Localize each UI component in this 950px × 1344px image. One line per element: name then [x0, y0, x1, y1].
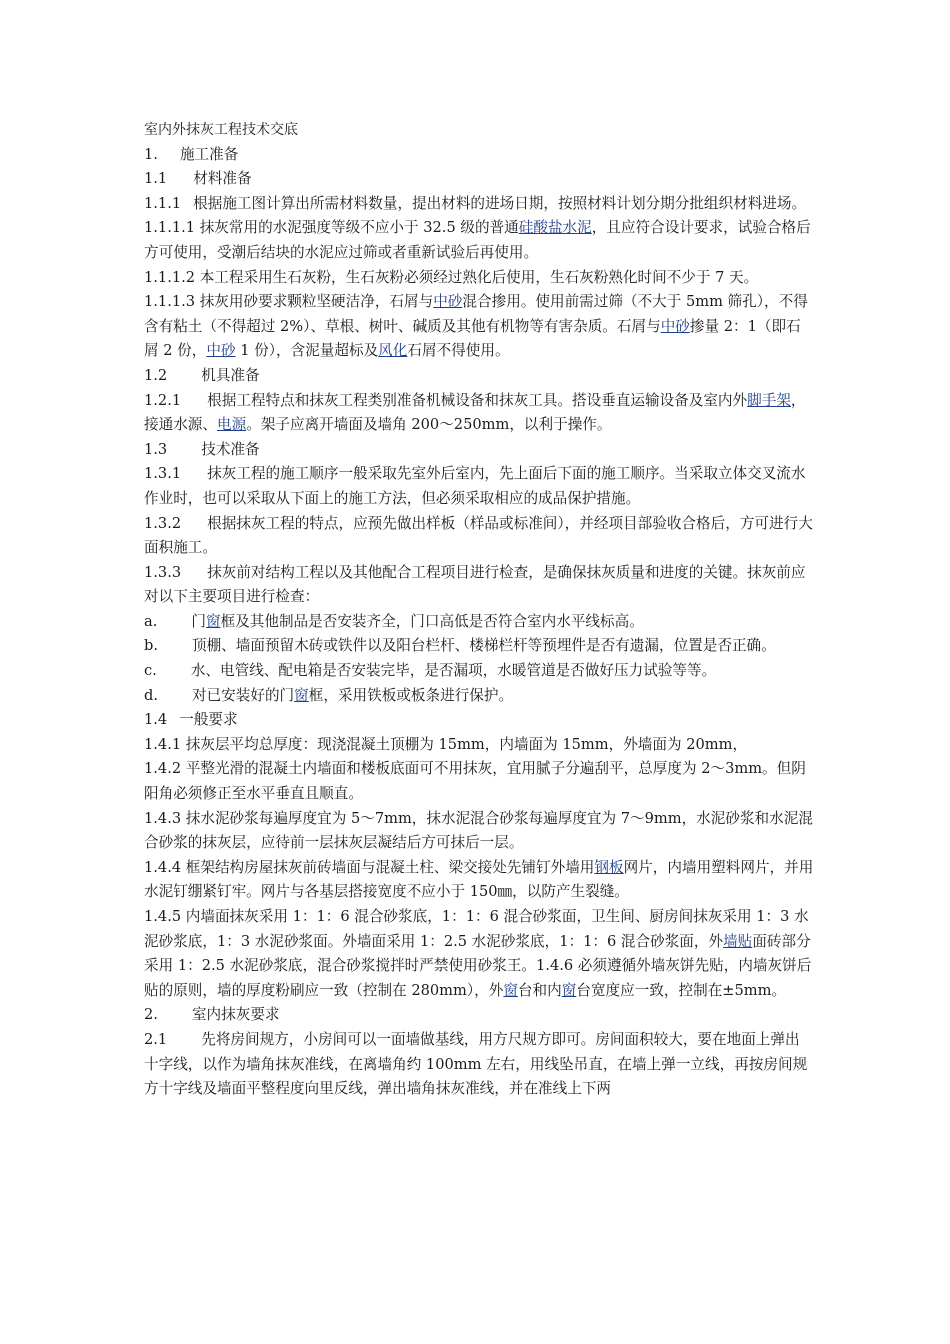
paragraph-1-4-5: 1.4.5 内墙面抹灰采用 1：1：6 混合砂浆底，1：1：6 混合砂浆面，卫生间、厨房间抹灰采用 1：3 水泥砂浆底，1：3 水泥砂浆面。外墙面采用 1：2.5 水泥砂浆底，1：1：6 混合砂浆面，外墙贴面砖部分采用 1：2.5 水泥砂浆底，混合砂浆搅拌时严禁使用砂浆王。1.4.6 必须遵循外墙灰饼先贴，内墙灰饼后贴的原则，墙的厚度粉刷应一致（控制在 280mm），外窗台和内窗台宽度应一致，控制在±5mm。: [144, 908, 812, 999]
link-window[interactable]: 窗: [294, 686, 309, 704]
link-window[interactable]: 窗: [205, 612, 221, 630]
section-1-3-heading: 1.3 技术准备: [144, 440, 260, 458]
list-item-c: c. 水、电管线、配电箱是否安装完毕，是否漏项，水暖管道是否做好压力试验等等。: [144, 662, 717, 680]
link-window[interactable]: 窗: [561, 981, 577, 999]
paragraph-1-3-1: 1.3.1 抹灰工程的施工顺序一般采取先室外后室内，先上面后下面的施工顺序。当采取立体交叉流水作业时，也可以采取从下面上的施工方法，但必须采取相应的成品保护措施。: [144, 465, 806, 507]
link-scaffold[interactable]: 脚手架: [747, 391, 791, 409]
link-portland-cement[interactable]: 硅酸盐水泥: [518, 219, 592, 237]
paragraph-1-4-1: 1.4.1 抹灰层平均总厚度：现浇混凝土顶棚为 15mm，内墙面为 15mm，外墙面为 20mm，: [144, 735, 748, 753]
paragraph-1-1-1: 1.1.1 根据施工图计算出所需材料数量，提出材料的进场日期，按照材料计划分期分批组织材料进场。: [144, 194, 807, 212]
link-window[interactable]: 窗: [503, 981, 518, 999]
link-wall-tile[interactable]: 墙贴: [723, 932, 753, 950]
link-steel-plate[interactable]: 钢板: [594, 858, 624, 876]
paragraph-1-3-2: 1.3.2 根据抹灰工程的特点，应预先做出样板（样品或标准间），并经项目部验收合格后，方可进行大面积施工。: [144, 514, 813, 557]
document-title: 室内外抹灰工程技术交底: [144, 122, 298, 138]
paragraph-2-1: 2.1 先将房间规方，小房间可以一面墙做基线，用方尺规方即可。房间面积较大，要在地面上弹出十字线，以作为墙角抹灰准线，在离墙角约 100mm 左右，用线坠吊直，在墙上弹一立线，再按房间规方十字线及墙面平整程度向里反线，弹出墙角抹灰准线，并在准线上下两: [144, 1030, 808, 1098]
paragraph-1-1-1-2: 1.1.1.2 本工程采用生石灰粉，生石灰粉必须经过熟化后使用，生石灰粉熟化时间不少于 7 天。: [144, 268, 759, 286]
paragraph-1-1-1-3: 1.1.1.3 抹灰用砂要求颗粒坚硬洁净，石屑与中砂混合掺用。使用前需过筛（不大于 5mm 筛孔），不得含有粘土（不得超过 2%）、草根、树叶、碱质及其他有机物等有害杂质。石屑与中砂掺量 2：1（即石屑 2 份，中砂 1 份），含泥量超标及风化石屑不得使用。: [144, 293, 808, 360]
section-1-1-heading: 1.1 材料准备: [144, 170, 252, 188]
section-1-heading: 1. 施工准备: [144, 145, 239, 163]
paragraph-1-2-1: 1.2.1 根据工程特点和抹灰工程类别准备机械设备和抹灰工具。搭设垂直运输设备及室内外脚手架，接通水源、电源。架子应离开墙面及墙角 200～250mm，以利于操作。: [144, 391, 806, 434]
paragraph-1-1-1-1: 1.1.1.1 抹灰常用的水泥强度等级不应小于 32.5 级的普通硅酸盐水泥，且应符合设计要求，试验合格后方可使用，受潮后结块的水泥应过筛或者重新试验后再使用。: [144, 219, 811, 261]
list-item-b: b. 顶棚、墙面预留木砖或铁件以及阳台栏杆、楼梯栏杆等预埋件是否有遗漏，位置是否正确。: [144, 637, 776, 655]
paragraph-1-4-4: 1.4.4 框架结构房屋抹灰前砖墙面与混凝土柱、梁交接处先铺钉外墙用钢板网片，内墙用塑料网片，并用水泥钉绷紧钉牢。网片与各基层搭接宽度不应小于 150㎜，以防产生裂缝。: [144, 858, 814, 901]
section-1-2-heading: 1.2 机具准备: [144, 366, 260, 384]
link-medium-sand[interactable]: 中砂: [433, 293, 463, 311]
paragraph-1-3-3: 1.3.3 抹灰前对结构工程以及其他配合工程项目进行检查，是确保抹灰质量和进度的关键。抹灰前应对以下主要项目进行检查：: [144, 563, 806, 606]
paragraph-1-4-2: 1.4.2 平整光滑的混凝土内墙面和楼板底面可不用抹灰，宜用腻子分遍刮平，总厚度为 2～3mm。但阴阳角必须修正至水平垂直且顺直。: [144, 760, 806, 803]
link-weathering[interactable]: 风化: [378, 342, 408, 360]
list-item-a: a. 门窗框及其他制品是否安装齐全，门口高低是否符合室内水平线标高。: [144, 612, 644, 630]
paragraph-1-4-3: 1.4.3 抹水泥砂浆每遍厚度宜为 5～7mm，抹水泥混合砂浆每遍厚度宜为 7～9mm，水泥砂浆和水泥混合砂浆的抹灰层，应待前一层抹灰层凝结后方可抹后一层。: [144, 809, 813, 852]
link-medium-sand[interactable]: 中砂: [660, 317, 690, 335]
section-2-heading: 2. 室内抹灰要求: [144, 1006, 280, 1024]
link-power-supply[interactable]: 电源: [216, 416, 247, 434]
section-1-4-heading: 1.4 一般要求: [144, 711, 238, 729]
document-body: [144, 118, 814, 1102]
list-item-d: d. 对已安装好的门窗框，采用铁板或板条进行保护。: [144, 686, 514, 704]
link-medium-sand[interactable]: 中砂: [206, 342, 236, 360]
